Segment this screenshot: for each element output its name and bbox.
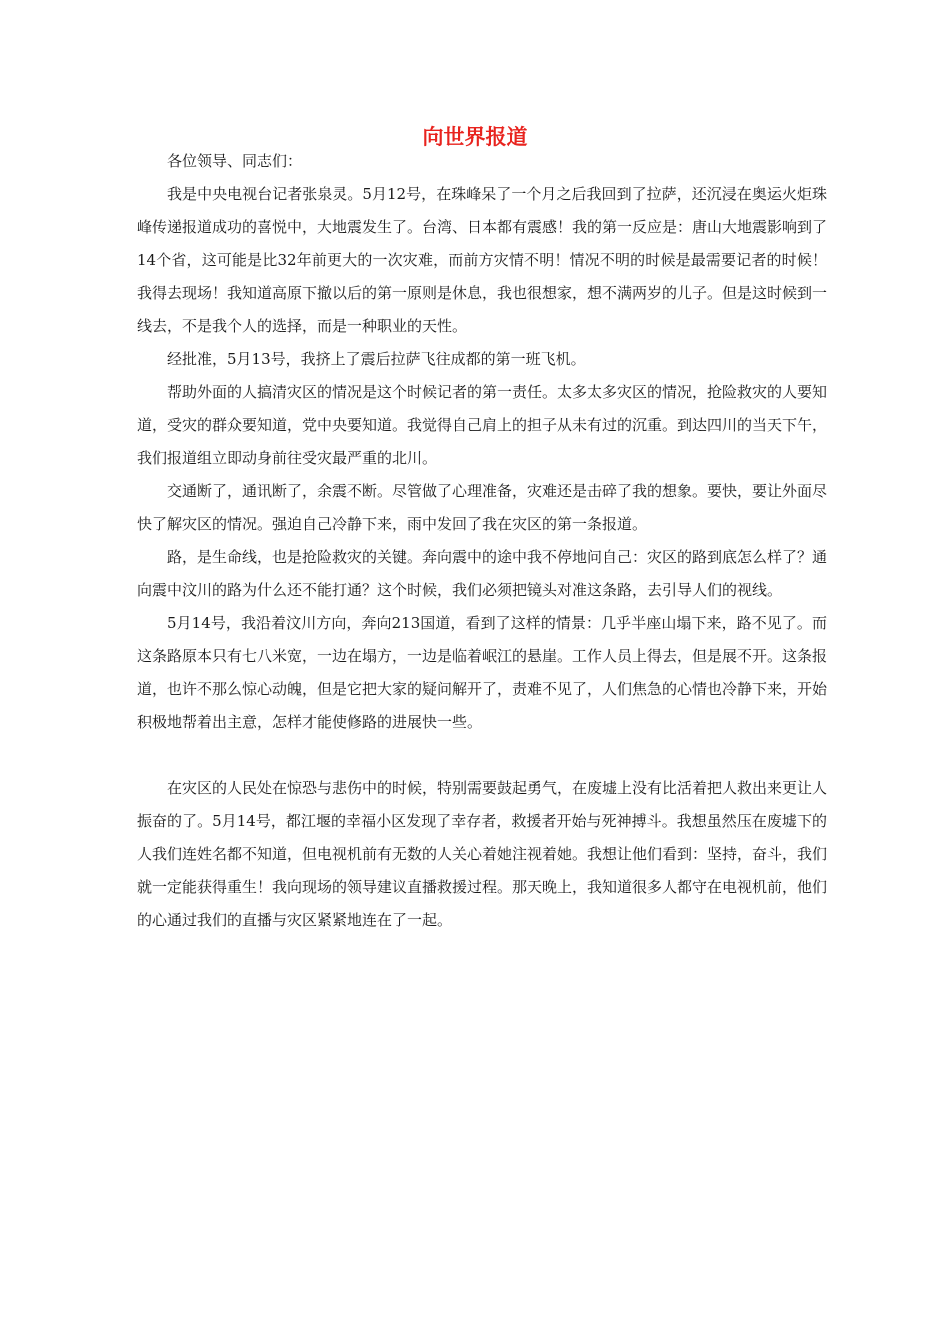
paragraph: 路，是生命线，也是抢险救灾的关键。奔向震中的途中我不停地问自己：灾区的路到底怎么样了？通向震中汶川的路为什么还不能打通？这个时候，我们必须把镜头对准这条路，去引导人们的视线。 xyxy=(137,548,828,599)
paragraph: 在灾区的人民处在惊恐与悲伤中的时候，特别需要鼓起勇气，在废墟上没有比活着把人救出来更让人振奋的了。5月14号，都江堰的幸福小区发现了幸存者，救援者开始与死神搏斗。我想虽然压在废墟下的人我们连姓名都不知道，但电视机前有无数的人关心着她注视着她。我想让他们看到：坚持，奋斗，我们就一定能获得重生！我向现场的领导建议直播救援过程。那天晚上，我知道很多人都守在电视机前，他们的心通过我们的直播与灾区紧紧地连在了一起。 xyxy=(137,779,828,929)
document-title: 向世界报道 xyxy=(422,124,528,149)
paragraph: 5月14号，我沿着汶川方向，奔向213国道，看到了这样的情景：几乎半座山塌下来，路不见了。而这条路原本只有七八米宽，一边在塌方，一边是临着岷江的悬崖。工作人员上得去，但是展不开。这条报道，也许不那么惊心动魄，但是它把大家的疑问解开了，责难不见了，人们焦急的心情也冷静下来，开始积极地帮着出主意，怎样才能使修路的进展快一些。 xyxy=(137,614,828,731)
salutation: 各位领导、同志们： xyxy=(167,152,303,170)
document-body xyxy=(137,145,827,937)
paragraph: 经批准，5月13号，我挤上了震后拉萨飞往成都的第一班飞机。 xyxy=(167,350,586,368)
paragraph: 交通断了，通讯断了，余震不断。尽管做了心理准备，灾难还是击碎了我的想象。要快，要让外面尽快了解灾区的情况。强迫自己冷静下来，雨中发回了我在灾区的第一条报道。 xyxy=(137,482,828,533)
paragraph: 我是中央电视台记者张泉灵。5月12号，在珠峰呆了一个月之后我回到了拉萨，还沉浸在奥运火炬珠峰传递报道成功的喜悦中，大地震发生了。台湾、日本都有震感！我的第一反应是：唐山大地震影响到了14个省，这可能是比32年前更大的一次灾难，而前方灾情不明！情况不明的时候是最需要记者的时候！我得去现场！我知道高原下撤以后的第一原则是休息，我也很想家，想不满两岁的儿子。但是这时候到一线去，不是我个人的选择，而是一种职业的天性。 xyxy=(137,185,828,335)
paragraph-gap xyxy=(137,739,827,772)
paragraph: 帮助外面的人搞清灾区的情况是这个时候记者的第一责任。太多太多灾区的情况，抢险救灾的人要知道，受灾的群众要知道，党中央要知道。我觉得自己肩上的担子从未有过的沉重。到达四川的当天下午，我们报道组立即动身前往受灾最严重的北川。 xyxy=(137,383,828,467)
